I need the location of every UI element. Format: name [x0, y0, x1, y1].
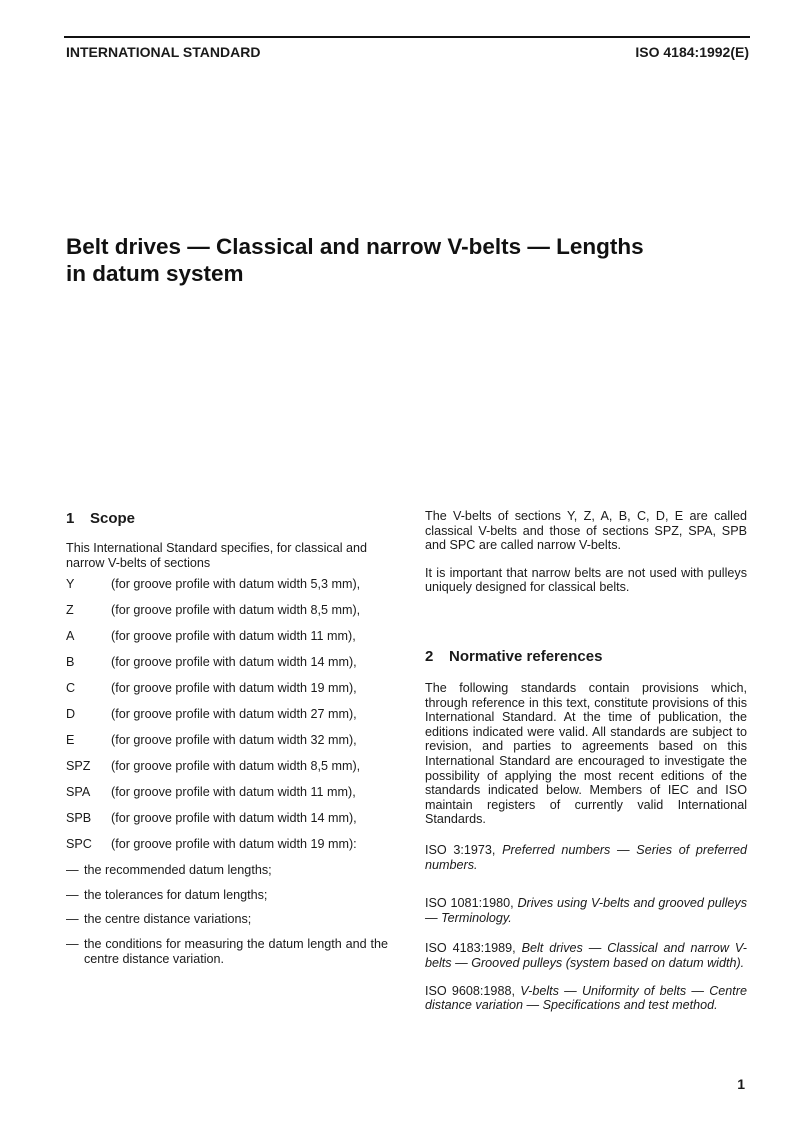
- belt-section-list: [66, 577, 388, 852]
- list-item-text: the tolerances for datum lengths;: [84, 887, 268, 902]
- normative-intro: The following standards contain provisions which, through reference in this text, constitute provisions of this International Standard. At the time of publication, the editions indicated were valid. All standards are subject to revision, and parties to agreements based on this International Standard are encouraged to investigate the possibility of applying the most recent editions of the standards indicated below. Members of IEC and ISO maintain registers of currently valid International Standards.: [425, 681, 747, 827]
- belt-section-item: [66, 733, 388, 748]
- belt-section-code: SPA: [66, 785, 91, 800]
- list-item: [66, 912, 388, 927]
- belt-section-desc: (for groove profile with datum width 19 mm):: [111, 837, 357, 852]
- belt-section-desc: (for groove profile with datum width 8,5 mm),: [111, 603, 361, 618]
- dash-marker: —: [66, 887, 79, 902]
- dash-marker: —: [66, 912, 79, 927]
- belt-section-desc: (for groove profile with datum width 27 mm),: [111, 707, 357, 722]
- list-item: [66, 937, 388, 966]
- reference-code: ISO 4183:1989,: [425, 941, 516, 956]
- belt-section-item: [66, 655, 388, 670]
- belt-section-item: [66, 707, 388, 722]
- header-rule: [64, 36, 750, 38]
- normative-references-heading: [425, 648, 747, 666]
- list-item-text: the conditions for measuring the datum length and the centre distance variation.: [84, 936, 388, 966]
- belt-section-desc: (for groove profile with datum width 14 mm),: [111, 655, 357, 670]
- belt-section-desc: (for groove profile with datum width 8,5 mm),: [111, 759, 361, 774]
- reference-code: ISO 1081:1980,: [425, 896, 514, 911]
- page-number: 1: [737, 1076, 745, 1092]
- right-column-normative: [425, 648, 747, 1013]
- reference-item: [425, 896, 747, 925]
- right-column-scope: [425, 509, 747, 595]
- belt-section-desc: (for groove profile with datum width 5,3 mm),: [111, 577, 361, 592]
- document-title: [66, 233, 746, 287]
- scope-heading: [66, 510, 388, 528]
- scope-number: 1: [66, 510, 75, 527]
- header-document-number: ISO 4184:1992(E): [635, 44, 749, 60]
- belt-section-desc: (for groove profile with datum width 19 mm),: [111, 681, 357, 696]
- belt-section-desc: (for groove profile with datum width 14 mm),: [111, 811, 357, 826]
- belt-section-code: Z: [66, 603, 74, 618]
- reference-code: ISO 9608:1988,: [425, 983, 515, 998]
- header-standard-label: INTERNATIONAL STANDARD: [66, 44, 261, 60]
- reference-title: Drives using V-belts and grooved pulleys — Terminology.: [425, 896, 747, 925]
- list-item-text: the centre distance variations;: [84, 912, 252, 927]
- scope-bullet-list: [66, 863, 388, 966]
- list-item: [66, 888, 388, 903]
- belt-section-code: B: [66, 655, 75, 670]
- dash-marker: —: [66, 936, 79, 951]
- classical-narrow-paragraph: The V-belts of sections Y, Z, A, B, C, D, E are called classical V-belts and those of sections SPZ, SPA, SPB and SPC are called narrow V-belts.: [425, 509, 747, 553]
- belt-section-code: C: [66, 681, 76, 696]
- normative-number: 2: [425, 648, 434, 665]
- belt-section-desc: (for groove profile with datum width 11 mm),: [111, 785, 356, 800]
- scope-heading-text: Scope: [90, 510, 136, 527]
- title-line-2: in datum system: [66, 261, 244, 286]
- list-item-text: the recommended datum lengths;: [84, 863, 272, 878]
- reference-code: ISO 3:1973,: [425, 842, 496, 857]
- belt-section-code: SPB: [66, 811, 92, 826]
- reference-title: Belt drives — Classical and narrow V-belts — Grooved pulleys (system based on datum width).: [425, 941, 747, 970]
- reference-title: Preferred numbers — Series of preferred numbers.: [425, 842, 748, 872]
- reference-item: [425, 984, 747, 1013]
- belt-section-code: D: [66, 707, 76, 722]
- belt-section-code: SPC: [66, 837, 92, 852]
- belt-section-desc: (for groove profile with datum width 11 mm),: [111, 629, 356, 644]
- belt-section-code: A: [66, 629, 75, 644]
- belt-section-item: [66, 603, 388, 618]
- reference-title: V-belts — Uniformity of belts — Centre distance variation — Specifications and test method.: [425, 983, 748, 1013]
- important-note-paragraph: It is important that narrow belts are not used with pulleys uniquely designed for classical belts.: [425, 565, 747, 595]
- belt-section-item: [66, 629, 388, 644]
- list-item: [66, 863, 388, 878]
- left-column: [66, 510, 388, 976]
- dash-marker: —: [66, 863, 79, 878]
- normative-heading-text: Normative references: [449, 648, 603, 665]
- belt-section-code: E: [66, 733, 75, 748]
- belt-section-item: [66, 681, 388, 696]
- reference-item: [425, 843, 747, 872]
- belt-section-item: [66, 577, 388, 592]
- belt-section-code: Y: [66, 577, 75, 592]
- reference-item: [425, 941, 747, 970]
- title-line-1: Belt drives — Classical and narrow V-belts — Lengths: [66, 234, 644, 259]
- belt-section-item: [66, 785, 388, 800]
- belt-section-item: [66, 811, 388, 826]
- belt-section-item: [66, 837, 388, 852]
- scope-intro: This International Standard specifies, for classical and narrow V-belts of sections: [66, 541, 368, 570]
- belt-section-item: [66, 759, 388, 774]
- belt-section-code: SPZ: [66, 759, 91, 774]
- belt-section-desc: (for groove profile with datum width 32 mm),: [111, 733, 357, 748]
